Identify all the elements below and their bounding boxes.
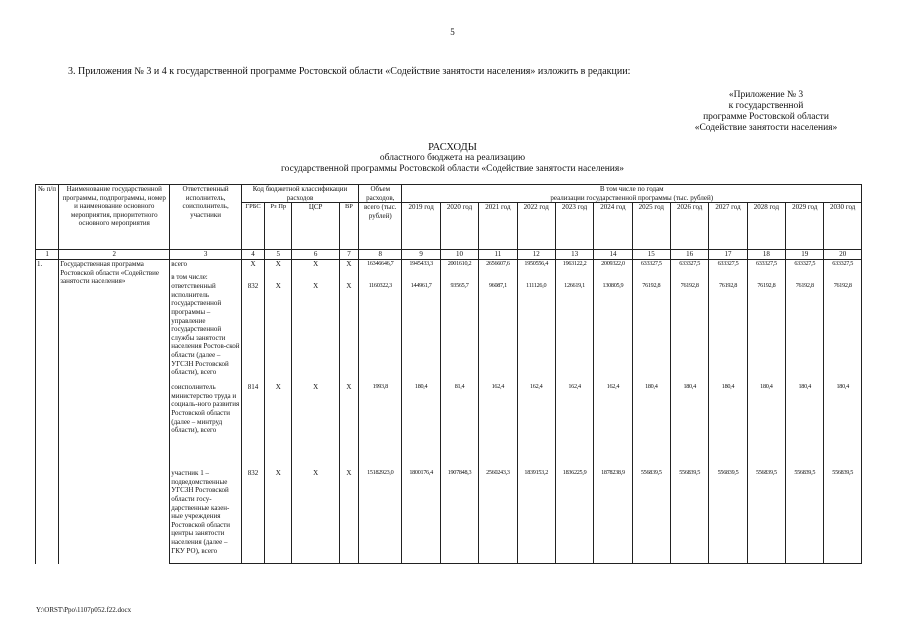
years-caption-line: реализации государственной программы (тыс. рублей) <box>550 193 714 202</box>
code-rzpr: Х <box>265 282 292 383</box>
year-value-cell <box>747 273 785 282</box>
year-value-cell: 96087,1 <box>479 282 517 383</box>
code-csr: Х <box>292 469 339 564</box>
years-caption-line: В том числе по годам <box>599 185 664 193</box>
header-volume: Объем расходов, <box>359 185 402 203</box>
year-value-cell: 633327,5 <box>747 260 785 274</box>
year-value-cell: 93565,7 <box>440 282 478 383</box>
total-cell: 1993,8 <box>359 383 402 469</box>
year-value-cell: 162,4 <box>594 383 632 469</box>
code-vr: Х <box>339 282 358 383</box>
executor-cell: соисполнитель министерство труда и социаль-ного развития Ростовской области (далее – минтруд области), всего <box>170 383 242 469</box>
year-value-cell: 162,4 <box>517 383 555 469</box>
appendix-line: «Приложение № 3 <box>728 90 804 100</box>
column-number: 7 <box>339 250 358 260</box>
code-vr <box>339 273 358 282</box>
header-year: 2024 год <box>594 203 632 250</box>
year-value-cell: 1839153,2 <box>517 469 555 564</box>
header-year: 2021 год <box>479 203 517 250</box>
column-number: 10 <box>440 250 478 260</box>
column-number: 11 <box>479 250 517 260</box>
column-number: 17 <box>709 250 747 260</box>
code-vr: Х <box>339 383 358 469</box>
year-value-cell <box>670 273 708 282</box>
year-value-cell: 76192,8 <box>824 282 862 383</box>
page-number: 5 <box>450 27 455 37</box>
column-number: 6 <box>292 250 339 260</box>
year-value-cell <box>517 273 555 282</box>
year-value-cell: 180,4 <box>747 383 785 469</box>
year-value-cell: 1963122,2 <box>555 260 593 274</box>
file-path-footer: Y:\ORST\Ppo\1107p052.f22.docx <box>36 606 132 614</box>
year-value-cell <box>479 273 517 282</box>
year-value-cell: 180,4 <box>402 383 440 469</box>
executor-cell: ответственный исполнитель государственной программы – управление государственной службы занятости населения Ростов-ской области (далее – УГСЗН Ростовской области), всего <box>170 282 242 383</box>
year-value-cell: 162,4 <box>479 383 517 469</box>
header-grbs: ГРБС <box>241 203 264 250</box>
year-value-cell: 2001610,2 <box>440 260 478 274</box>
header-year: 2026 год <box>670 203 708 250</box>
year-value-cell: 1800176,4 <box>402 469 440 564</box>
header-rzpr: Рз Пр <box>265 203 292 250</box>
title-sub: государственной программы Ростовской области «Содействие занятости населения» <box>280 164 625 174</box>
year-value-cell <box>632 273 670 282</box>
column-number: 5 <box>265 250 292 260</box>
year-value-cell: 633327,5 <box>709 260 747 274</box>
year-value-cell: 144961,7 <box>402 282 440 383</box>
year-value-cell <box>440 273 478 282</box>
total-cell <box>359 273 402 282</box>
year-value-cell: 76192,8 <box>786 282 824 383</box>
year-value-cell: 1836225,9 <box>555 469 593 564</box>
appendix-header <box>676 90 856 134</box>
code-rzpr: Х <box>265 469 292 564</box>
code-csr: Х <box>292 282 339 383</box>
executor-cell: участник 1 – подведомственные УГСЗН Ростовской области госу-дарственные казен-ные учреждения Ростовской области центры занятости населения (далее – ГКУ РО), всего <box>170 469 242 564</box>
header-year: 2028 год <box>747 203 785 250</box>
header-name: Наименование государственной программы, подпрограммы, номер и наименование основного мероприятия, приоритетного основного мероприятия <box>59 185 170 250</box>
header-vr: ВР <box>339 203 358 250</box>
column-number: 4 <box>241 250 264 260</box>
column-number: 13 <box>555 250 593 260</box>
appendix-line: программе Ростовской области <box>703 112 829 122</box>
year-value-cell <box>824 273 862 282</box>
year-value-cell: 633327,5 <box>786 260 824 274</box>
column-number: 15 <box>632 250 670 260</box>
code-vr: Х <box>339 260 358 274</box>
code-csr: Х <box>292 260 339 274</box>
executor-cell: в том числе: <box>170 273 242 282</box>
executor-cell: всего <box>170 260 242 274</box>
code-csr <box>292 273 339 282</box>
column-number: 12 <box>517 250 555 260</box>
year-value-cell: 130805,9 <box>594 282 632 383</box>
year-value-cell <box>786 273 824 282</box>
total-cell: 15182923,0 <box>359 469 402 564</box>
year-value-cell: 76192,8 <box>632 282 670 383</box>
code-grbs: 832 <box>241 282 264 383</box>
header-year: 2023 год <box>555 203 593 250</box>
column-number: 1 <box>36 250 59 260</box>
year-value-cell: 180,4 <box>709 383 747 469</box>
year-value-cell: 1950556,4 <box>517 260 555 274</box>
year-value-cell <box>709 273 747 282</box>
code-grbs <box>241 273 264 282</box>
intro-text: 3. Приложения № 3 и 4 к государственной программе Ростовской области «Содействие занятости населения» изложить в редакции: <box>68 66 631 77</box>
header-year: 2029 год <box>786 203 824 250</box>
year-value-cell: 633327,5 <box>824 260 862 274</box>
year-value-cell: 633327,5 <box>670 260 708 274</box>
year-value-cell: 556839,5 <box>747 469 785 564</box>
year-value-cell: 76192,8 <box>709 282 747 383</box>
table-row <box>36 260 862 274</box>
code-grbs: 814 <box>241 383 264 469</box>
header-num: № п/п <box>36 185 59 250</box>
header-volume-total: всего (тыс. рублей) <box>359 203 402 250</box>
year-value-cell <box>594 273 632 282</box>
header-executor: Ответственный исполнитель, соисполнитель, участники <box>170 185 242 250</box>
year-value-cell: 126619,1 <box>555 282 593 383</box>
column-number: 8 <box>359 250 402 260</box>
code-rzpr: Х <box>265 260 292 274</box>
code-csr: Х <box>292 383 339 469</box>
title-main: РАСХОДЫ <box>428 142 477 153</box>
column-number: 2 <box>59 250 170 260</box>
header-year: 2019 год <box>402 203 440 250</box>
code-grbs: Х <box>241 260 264 274</box>
column-number: 16 <box>670 250 708 260</box>
program-name: Государственная программа Ростовской области «Содействие занятости населения» <box>59 260 170 564</box>
year-value-cell: 1907848,3 <box>440 469 478 564</box>
year-value-cell: 76192,8 <box>670 282 708 383</box>
column-number: 20 <box>824 250 862 260</box>
year-value-cell: 633327,5 <box>632 260 670 274</box>
year-value-cell <box>402 273 440 282</box>
appendix-line: «Содействие занятости населения» <box>694 123 838 133</box>
year-value-cell: 556839,5 <box>670 469 708 564</box>
header-year: 2025 год <box>632 203 670 250</box>
column-number: 19 <box>786 250 824 260</box>
year-value-cell: 1878238,9 <box>594 469 632 564</box>
column-number: 14 <box>594 250 632 260</box>
header-year: 2027 год <box>709 203 747 250</box>
total-cell: 16346646,7 <box>359 260 402 274</box>
year-value-cell: 76192,8 <box>747 282 785 383</box>
year-value-cell: 556839,5 <box>824 469 862 564</box>
code-rzpr: Х <box>265 383 292 469</box>
year-value-cell: 81,4 <box>440 383 478 469</box>
year-value-cell <box>555 273 593 282</box>
year-value-cell: 2656607,6 <box>479 260 517 274</box>
column-number: 18 <box>747 250 785 260</box>
header-year: 2020 год <box>440 203 478 250</box>
year-value-cell: 162,4 <box>555 383 593 469</box>
code-rzpr <box>265 273 292 282</box>
year-value-cell: 2560243,3 <box>479 469 517 564</box>
title-sub: областного бюджета на реализацию <box>379 153 526 163</box>
header-budget-code: Код бюджетной классификации расходов <box>241 185 358 203</box>
year-value-cell: 1945433,3 <box>402 260 440 274</box>
document-title <box>0 142 905 175</box>
year-value-cell: 111126,0 <box>517 282 555 383</box>
year-value-cell: 556839,5 <box>786 469 824 564</box>
expenses-table <box>35 184 862 564</box>
header-year: 2030 год <box>824 203 862 250</box>
year-value-cell: 180,4 <box>824 383 862 469</box>
total-cell: 1160322,3 <box>359 282 402 383</box>
column-number: 3 <box>170 250 242 260</box>
column-number: 9 <box>402 250 440 260</box>
year-value-cell: 180,4 <box>632 383 670 469</box>
header-csr: ЦСР <box>292 203 339 250</box>
year-value-cell: 180,4 <box>786 383 824 469</box>
year-value-cell: 556839,5 <box>709 469 747 564</box>
code-grbs: 832 <box>241 469 264 564</box>
year-value-cell: 180,4 <box>670 383 708 469</box>
header-years-caption <box>402 185 862 203</box>
code-vr: Х <box>339 469 358 564</box>
year-value-cell: 2009322,0 <box>594 260 632 274</box>
header-year: 2022 год <box>517 203 555 250</box>
year-value-cell: 556839,5 <box>632 469 670 564</box>
program-number: 1. <box>36 260 59 564</box>
appendix-line: к государственной <box>728 101 804 111</box>
